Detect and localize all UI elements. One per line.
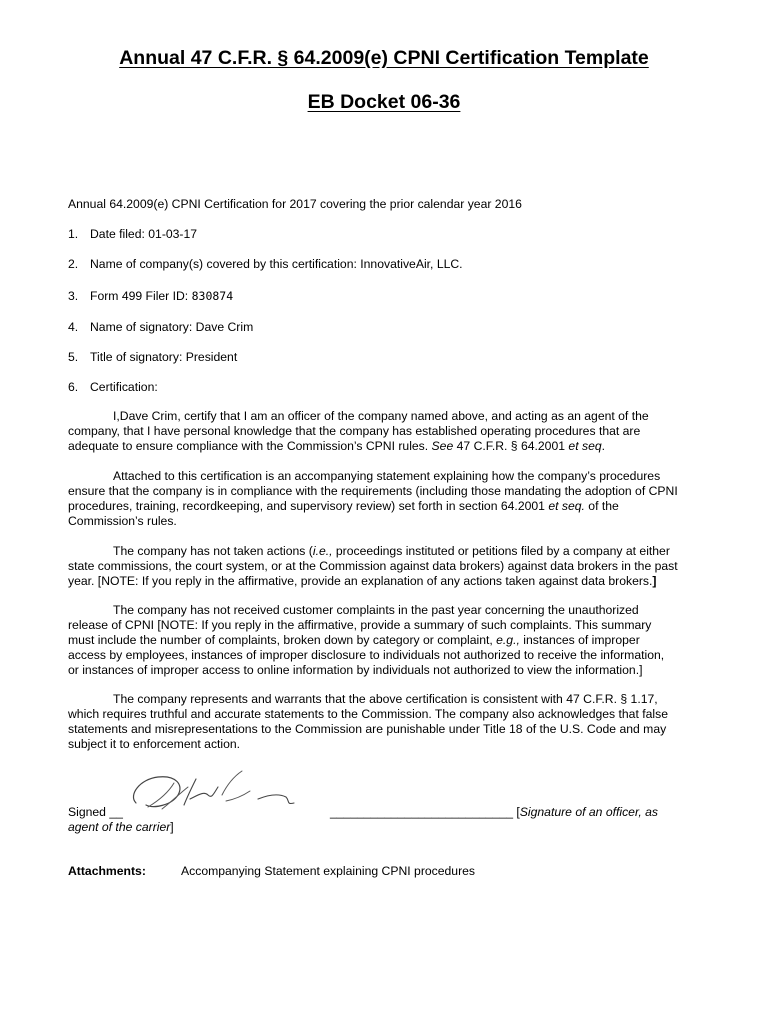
item-label: Date filed:: [90, 227, 149, 241]
item-number: 4.: [68, 320, 79, 334]
para-line: or instances of improper access to online information by individuals not authorized to view the information.]: [68, 663, 643, 677]
para-line: state commissions, the court system, or at the Commission against data brokers) against data brokers in the past: [68, 559, 678, 573]
signature-note: Signature of an officer, as: [519, 805, 658, 819]
item-filer-id: [68, 289, 233, 304]
para-line: The company represents and warrants that the above certification is consistent with 47 C.F.R. § 1.17,: [113, 692, 658, 706]
para-line: The company has not taken actions (i.e., proceedings instituted or petitions filed by a company at either: [113, 544, 670, 558]
para-line: must include the number of complaints, broken down by category or complaint, e.g., instances of improper: [68, 633, 640, 647]
item-number: 6.: [68, 380, 79, 394]
para-line: year. [NOTE: If you reply in the affirmative, provide an explanation of any actions taken against data brokers.]: [68, 574, 657, 588]
item-label: Name of company(s) covered by this certification:: [90, 257, 361, 271]
item-label: Name of signatory:: [90, 320, 196, 334]
item-value: 01-03-17: [148, 227, 198, 241]
attachments-label: Attachments:: [68, 864, 146, 878]
para-line: company, that I have personal knowledge that the company has established operating procedures that are: [68, 424, 641, 438]
item-value: Dave Crim: [195, 320, 254, 334]
attachments-value: Accompanying Statement explaining CPNI procedures: [181, 864, 476, 878]
para-line: which requires truthful and accurate statements to the Commission. The company also acknowledges that false: [68, 707, 668, 721]
representation-paragraph: [68, 692, 693, 752]
para-line: adequate to ensure compliance with the Commission’s CPNI rules. See 47 C.F.R. § 64.2001 et seq.: [68, 439, 606, 453]
item-number: 3.: [68, 289, 79, 303]
para-line: access by employees, instances of improper disclosure to individuals not authorized to receive the information,: [68, 648, 665, 662]
signature-note-continued: agent of the carrier]: [68, 820, 174, 834]
item-company-name: [68, 257, 463, 272]
page-title: Annual 47 C.F.R. § 64.2009(e) CPNI Certification Template: [119, 47, 649, 69]
signature-line: ___________________________ [Signature of an officer, as: [330, 805, 658, 819]
item-number: 1.: [68, 227, 79, 241]
para-line: I,Dave Crim, certify that I am an officer of the company named above, and acting as an agent of the: [113, 409, 649, 423]
item-value: 830874: [191, 289, 234, 303]
handwritten-signature: [118, 765, 328, 825]
item-label: Certification:: [90, 380, 158, 394]
item-label: Title of signatory:: [90, 350, 186, 364]
para-line: Attached to this certification is an accompanying statement explaining how the company’s procedures: [113, 469, 661, 483]
item-number: 2.: [68, 257, 79, 271]
para-line: release of CPNI [NOTE: If you reply in the affirmative, provide a summary of such complaints. This summary: [68, 618, 652, 632]
signed-label: Signed __: [68, 805, 123, 819]
data-brokers-paragraph: [68, 544, 693, 589]
item-label: Form 499 Filer ID:: [90, 289, 192, 303]
item-signatory-name: [68, 320, 253, 335]
item-signatory-title: [68, 350, 237, 365]
item-value: President: [185, 350, 238, 364]
docket-title: EB Docket 06-36: [307, 91, 461, 113]
para-line: statements and misrepresentations to the Commission are punishable under Title 18 of the U.S. Code and may: [68, 722, 667, 736]
intro-line: Annual 64.2009(e) CPNI Certification for 2017 covering the prior calendar year 2016: [68, 197, 522, 211]
item-number: 5.: [68, 350, 79, 364]
certification-paragraph: [68, 409, 693, 454]
item-date-filed: [68, 227, 197, 242]
complaints-paragraph: [68, 603, 693, 678]
para-line: The company has not received customer complaints in the past year concerning the unauthorized: [113, 603, 639, 617]
para-line: procedures, training, recordkeeping, and supervisory review) set forth in section 64.2001 et seq. of the: [68, 499, 619, 513]
item-certification: [68, 380, 158, 395]
attachment-paragraph: [68, 469, 693, 529]
item-value: InnovativeAir, LLC.: [360, 257, 463, 271]
para-line: subject it to enforcement action.: [68, 737, 241, 751]
para-line: ensure that the company is in compliance with the requirements (including those mandating the adoption of CPNI: [68, 484, 678, 498]
para-line: Commission’s rules.: [68, 514, 177, 528]
